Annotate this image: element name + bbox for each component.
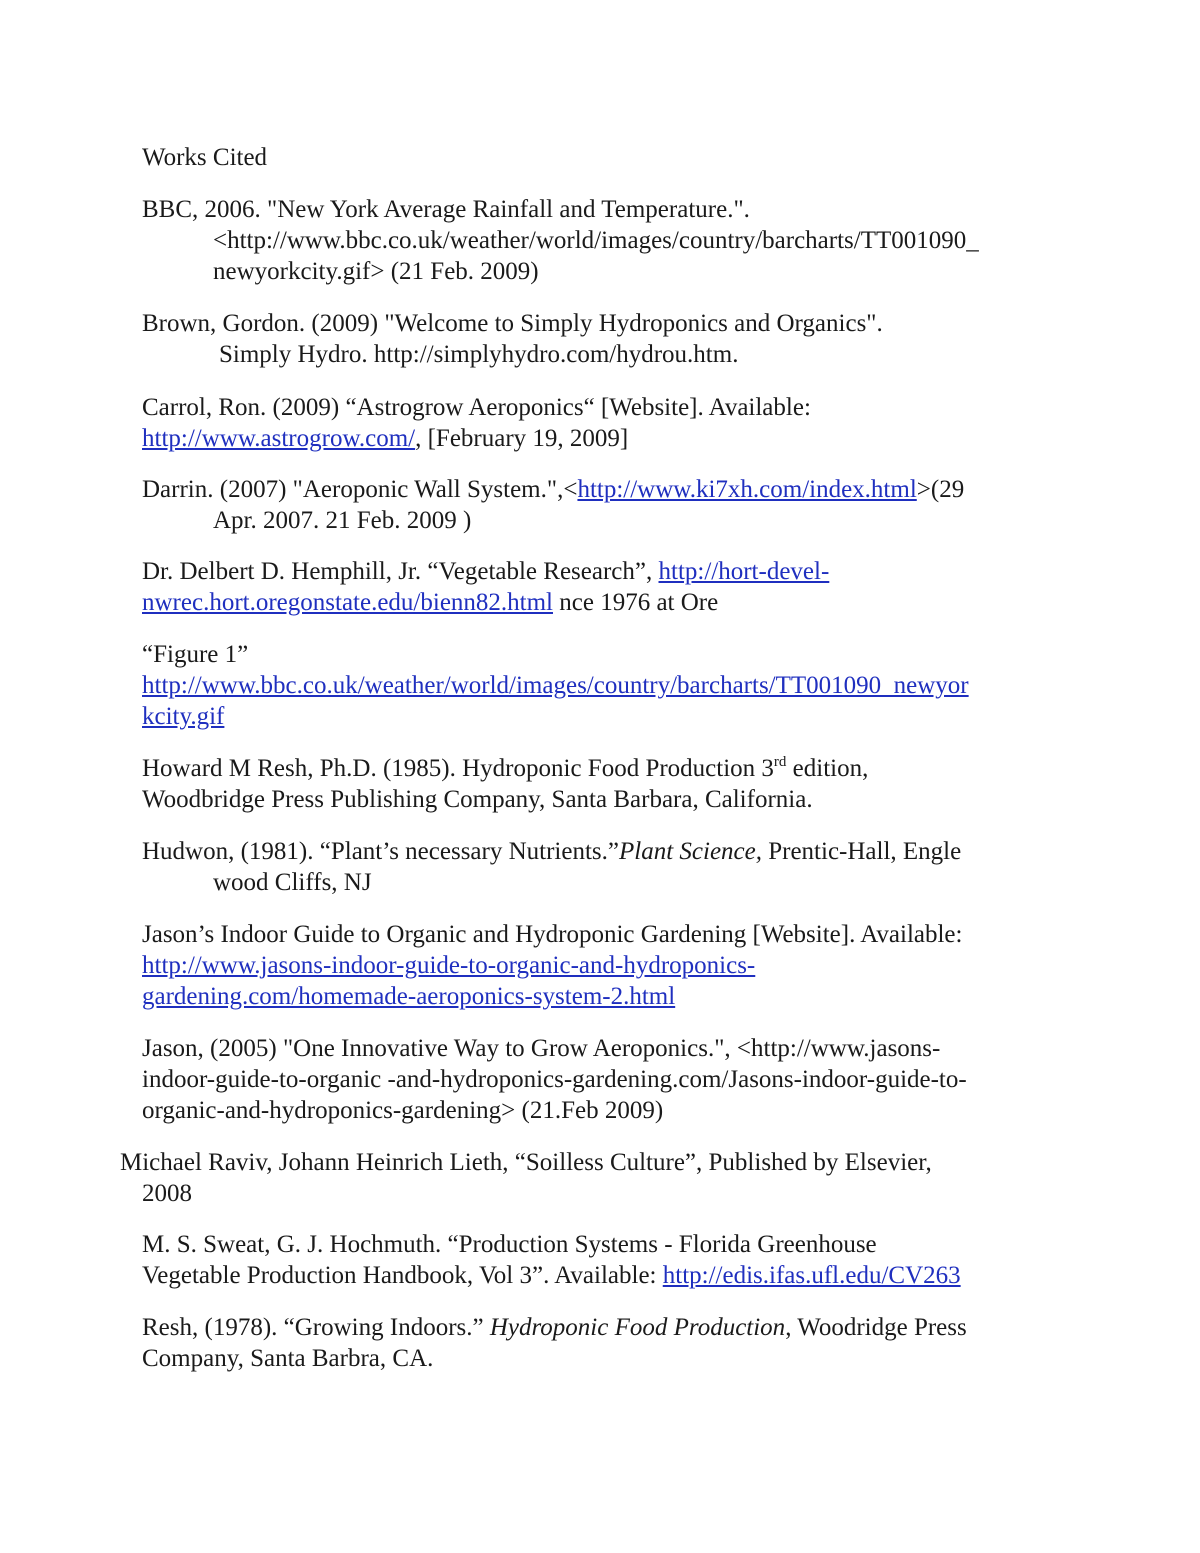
citation-line: Apr. 2007. 21 Feb. 2009 ) [213, 507, 472, 534]
citation-figure-1 [142, 639, 969, 732]
citation-line: Jason, (2005) "One Innovative Way to Grow Aeroponics.", <http://www.jasons- [142, 1035, 941, 1062]
citation-italic-title: Hydroponic Food Production [489, 1314, 786, 1341]
citation-line: M. S. Sweat, G. J. Hochmuth. “Production Systems - Florida Greenhouse [142, 1231, 877, 1258]
citation-link[interactable]: http://www.ki7xh.com/index.html [577, 476, 917, 503]
citation-link[interactable]: kcity.gif [142, 703, 225, 730]
citation-link[interactable]: gardening.com/homemade-aeroponics-system-2.html [142, 983, 676, 1010]
citation-raviv [120, 1147, 932, 1209]
citation-text: Hudwon, (1981). “Plant’s necessary Nutrients.” [142, 838, 619, 865]
citation-brown [142, 308, 883, 370]
citation-jasons-guide [142, 919, 962, 1012]
citation-line: Woodbridge Press Publishing Company, Santa Barbara, California. [142, 786, 813, 813]
citation-italic-title: Plant Science, [618, 838, 762, 865]
citation-link[interactable]: http://hort-devel- [658, 558, 830, 585]
citation-text: Dr. Delbert D. Hemphill, Jr. “Vegetable Research”, [142, 558, 659, 585]
citation-line: 2008 [142, 1180, 192, 1207]
citation-text: >(29 [916, 476, 965, 503]
ordinal-suffix: rd [773, 754, 787, 770]
citation-line [142, 423, 811, 454]
citation-line [142, 1312, 967, 1343]
citation-text: Resh, (1978). “Growing Indoors.” [142, 1314, 490, 1341]
citation-line: organic-and-hydroponics-gardening> (21.Feb 2009) [142, 1097, 664, 1124]
citation-line [142, 950, 962, 981]
citation-resh-1978 [142, 1312, 967, 1374]
citation-line: wood Cliffs, NJ [213, 869, 372, 896]
citation-line [142, 556, 829, 587]
citation-text: Vegetable Production Handbook, Vol 3”. Available: [142, 1262, 663, 1289]
citation-line: “Figure 1” [142, 641, 249, 668]
citation-link[interactable]: http://www.astrogrow.com/ [142, 425, 416, 452]
citation-text: nce 1976 at Ore [553, 589, 719, 616]
citation-line [142, 1260, 961, 1291]
citation-line [142, 701, 969, 732]
citation-line [142, 753, 868, 784]
citation-hudwon [142, 836, 961, 898]
citation-text: edition, [786, 755, 869, 782]
citation-line: Carrol, Ron. (2009) “Astrogrow Aeroponics“ [Website]. Available: [142, 394, 811, 421]
citation-line: Company, Santa Barbra, CA. [142, 1345, 434, 1372]
citation-link[interactable]: http://www.jasons-indoor-guide-to-organic-and-hydroponics- [142, 952, 756, 979]
citation-text: Prentic-Hall, Engle [761, 838, 962, 865]
citation-line: <http://www.bbc.co.uk/weather/world/images/country/barcharts/TT001090_ [213, 227, 979, 254]
citation-line [142, 670, 969, 701]
citation-text: Howard M Resh, Ph.D. (1985). Hydroponic Food Production 3 [142, 755, 774, 782]
citation-link[interactable]: http://www.bbc.co.uk/weather/world/images/country/barcharts/TT001090_newyor [142, 672, 969, 699]
citation-line: indoor-guide-to-organic -and-hydroponics-gardening.com/Jasons-indoor-guide-to- [142, 1066, 967, 1093]
citation-link[interactable]: nwrec.hort.oregonstate.edu/bienn82.html [142, 589, 553, 616]
citation-line: Brown, Gordon. (2009) "Welcome to Simply Hydroponics and Organics". [142, 310, 883, 337]
citation-line: newyorkcity.gif> (21 Feb. 2009) [213, 258, 539, 285]
citation-line [142, 587, 829, 618]
citation-line: Simply Hydro. http://simplyhydro.com/hydrou.htm. [219, 341, 739, 368]
citation-jason-2005 [142, 1033, 967, 1126]
citation-line [142, 474, 964, 505]
page-title: Works Cited [142, 144, 268, 171]
citation-line: Michael Raviv, Johann Heinrich Lieth, “Soilless Culture”, Published by Elsevier, [120, 1149, 932, 1176]
citation-line [142, 836, 961, 867]
citation-text: , Woodridge Press [785, 1314, 967, 1341]
citation-line: Jason’s Indoor Guide to Organic and Hydroponic Gardening [Website]. Available: [142, 921, 963, 948]
citation-bbc [142, 194, 979, 287]
citation-link[interactable]: http://edis.ifas.ufl.edu/CV263 [662, 1262, 961, 1289]
citation-line [142, 981, 962, 1012]
citation-hemphill [142, 556, 829, 618]
citation-text: , [February 19, 2009] [415, 425, 629, 452]
citation-carrol [142, 392, 811, 454]
citation-text: Darrin. (2007) "Aeroponic Wall System.",< [142, 476, 578, 503]
citation-sweat-hochmuth [142, 1229, 961, 1291]
citation-darrin [142, 474, 964, 536]
citation-howard-resh [142, 753, 868, 815]
citation-line: BBC, 2006. "New York Average Rainfall and Temperature.". [142, 196, 750, 223]
